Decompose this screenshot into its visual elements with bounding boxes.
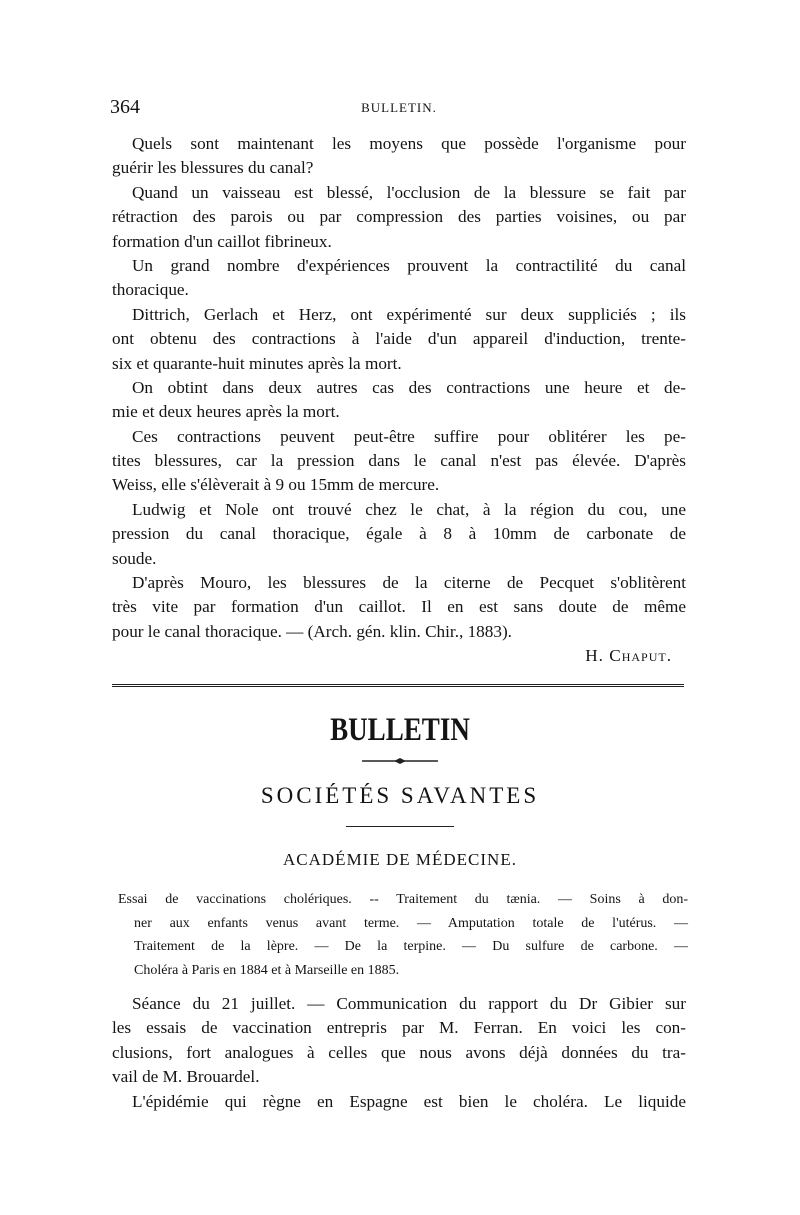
summary-line: ner aux enfants venus avant terme. — Amputation totale de l'utérus. — [134, 915, 688, 931]
text-line: D'après Mouro, les blessures de la citerne de Pecquet s'oblitèrent [132, 573, 686, 593]
text-line: soude. [112, 548, 157, 568]
page-header [110, 96, 688, 118]
text-line: formation d'un caillot fibrineux. [112, 231, 332, 251]
running-title: BULLETIN. [361, 100, 437, 115]
section-divider [112, 684, 684, 687]
text-line: ont obtenu des contractions à l'aide d'un appareil d'induction, trente- [112, 329, 686, 349]
text-line: très vite par formation d'un caillot. Il en est sans doute de même [112, 597, 686, 617]
text-line: guérir les blessures du canal? [112, 158, 314, 178]
text-line: Quels sont maintenant les moyens que possède l'organisme pour [132, 134, 686, 153]
summary-line: Choléra à Paris en 1884 et à Marseille en 1885. [134, 962, 400, 978]
article-text [112, 132, 686, 669]
section-title: BULLETIN [330, 712, 470, 748]
text-line: Weiss, elle s'élèverait à 9 ou 15mm de mercure. [112, 475, 440, 495]
text-line: clusions, fort analogues à celles que nous avons déjà données du tra- [112, 1042, 686, 1062]
section-heading: ACADÉMIE DE MÉDECINE. [283, 850, 517, 869]
text-line: six et quarante-huit minutes après la mort. [112, 353, 402, 373]
text-line: thoracique. [112, 280, 189, 300]
text-line: Quand un vaisseau est blessé, l'occlusion de la blessure se fait par [132, 182, 686, 202]
text-line: L'épidémie qui règne en Espagne est bien le choléra. Le liquide [132, 1091, 686, 1111]
text-line: tites blessures, car la pression dans le canal n'est pas élevée. D'après [112, 451, 686, 471]
text-line: Un grand nombre d'expériences prouvent la contractilité du canal [132, 255, 686, 275]
text-line: Ludwig et Nole ont trouvé chez le chat, à la région du cou, une [132, 499, 686, 519]
author-signature: H. Chaput. [585, 646, 672, 666]
text-line: rétraction des parois ou par compression des parties voisines, ou par [112, 207, 686, 227]
text-line: Dittrich, Gerlach et Herz, ont expérimenté sur deux suppliciés ; ils [132, 304, 686, 324]
text-line: Ces contractions peuvent peut-être suffire pour oblitérer les pe- [132, 426, 686, 446]
text-line: pression du canal thoracique, égale à 8 à 10mm de carbonate de [112, 524, 686, 544]
text-line: mie et deux heures après la mort. [112, 402, 340, 422]
summary-line: Traitement de la lèpre. — De la terpine. — Du sulfure de carbone. — [134, 939, 688, 954]
text-line: les essais de vaccination entrepris par M. Ferran. En voici les con- [112, 1018, 686, 1038]
session-summary [118, 888, 688, 982]
section-subtitle: SOCIÉTÉS SAVANTES [260, 783, 540, 808]
text-line: On obtint dans deux autres cas des contractions une heure et de- [132, 377, 686, 397]
text-line: pour le canal thoracique. — (Arch. gén. klin. Chir., 1883). [112, 621, 512, 641]
summary-line: Essai de vaccinations cholériques. -- Traitement du tænia. — Soins à don- [118, 892, 688, 907]
ornament-divider [360, 757, 440, 765]
short-rule [346, 826, 454, 827]
text-line: Séance du 21 juillet. — Communication du rapport du Dr Gibier sur [132, 994, 686, 1013]
text-line: vail de M. Brouardel. [112, 1067, 260, 1087]
session-text [112, 992, 686, 1114]
page-number: 364 [110, 96, 140, 118]
